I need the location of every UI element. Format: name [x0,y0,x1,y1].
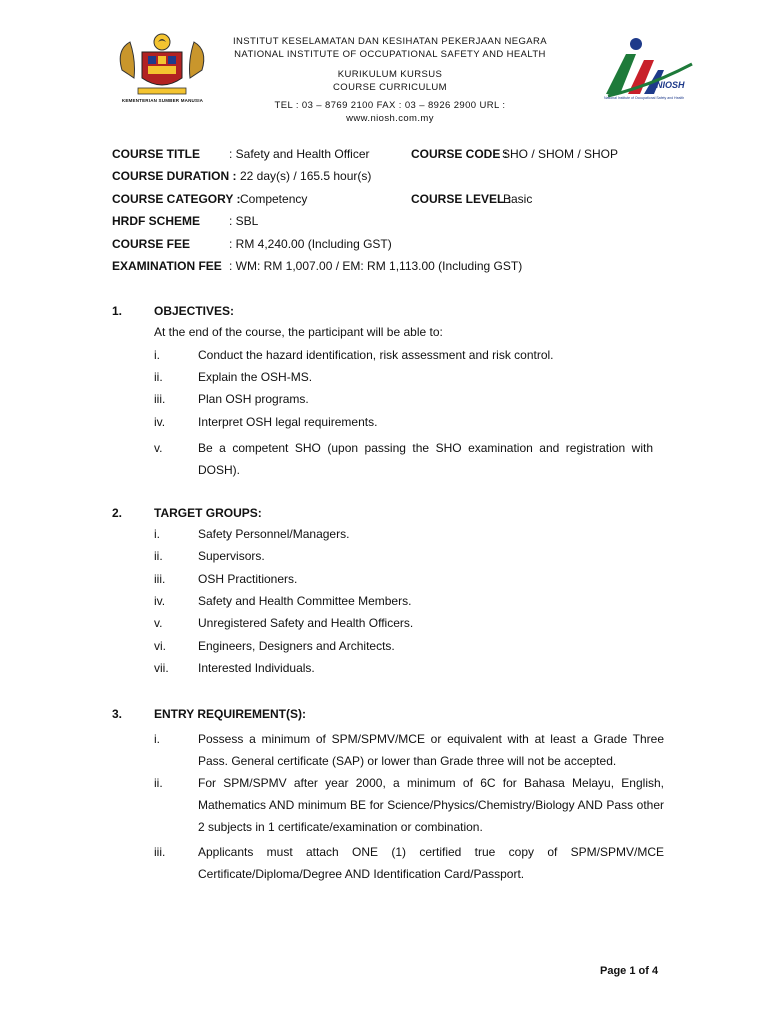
list-item: Interested Individuals. [198,661,315,675]
header-curriculum: COURSE CURRICULUM [333,82,447,93]
list-item-numeral: iii. [154,572,166,586]
list-item-numeral: ii. [154,776,163,790]
list-item: Supervisors. [198,549,265,563]
exam-fee-label: EXAMINATION FEE [112,259,222,273]
list-item: Conduct the hazard identification, risk assessment and risk control. [198,348,554,362]
exam-fee-value: : WM: RM 1,007.00 / EM: RM 1,113.00 (Including GST) [229,259,523,273]
course-title-value: : Safety and Health Officer [229,147,370,161]
section-title-target-groups: TARGET GROUPS: [154,506,262,520]
section-number: 1. [112,304,123,318]
list-item-numeral: vii. [154,661,169,675]
list-item: Safety Personnel/Managers. [198,527,350,541]
list-item-numeral: iii. [154,845,166,859]
niosh-logo-text: NIOSH [656,80,685,90]
header-contact: TEL : 03 – 8769 2100 FAX : 03 – 8926 2900 URL : [274,100,506,111]
list-item: Explain the OSH-MS. [198,370,313,384]
crest-caption: KEMENTERIAN SUMBER MANUSIA [121,98,204,103]
list-item: Possess a minimum of SPM/SPMV/MCE or equivalent with at least a Grade Three Pass. General certificate (SAP) or lower than Grade three will not be accepted. [198,732,664,768]
objectives-intro: At the end of the course, the participant will be able to: [154,325,443,339]
header-institute-malay: INSTITUT KESELAMATAN DAN KESIHATAN PEKERJAAN NEGARA [232,36,548,47]
list-item-numeral: i. [154,732,160,746]
list-item-numeral: v. [154,441,163,455]
list-item-numeral: ii. [154,370,163,384]
niosh-logo [600,34,700,106]
page-number: Page 1 of 4 [600,965,659,977]
list-item: OSH Practitioners. [198,572,298,586]
course-duration-label: COURSE DURATION : [112,169,237,183]
list-item-numeral: v. [154,616,163,630]
header-institute-english: NATIONAL INSTITUTE OF OCCUPATIONAL SAFETY AND HEALTH [234,49,546,60]
section-title-entry-requirements: ENTRY REQUIREMENT(S): [154,707,307,721]
list-item: Plan OSH programs. [198,392,309,406]
course-duration-value: 22 day(s) / 165.5 hour(s) [240,169,372,183]
list-item-numeral: iv. [154,415,166,429]
course-fee-value: : RM 4,240.00 (Including GST) [229,237,392,251]
course-fee-label: COURSE FEE [112,237,191,251]
list-item: Applicants must attach ONE (1) certified true copy of SPM/SPMV/MCE Certificate/Diploma/Degree AND Identification Card/Passport. [198,845,664,881]
niosh-logo-subtext: National Institute of Occupational Safety and Health [604,96,685,100]
section-number: 2. [112,506,123,520]
course-title-label: COURSE TITLE [112,147,201,161]
course-level-value: Basic [503,192,533,206]
course-code-value: SHO / SHOM / SHOP [502,147,619,161]
list-item: For SPM/SPMV after year 2000, a minimum of 6C for Bahasa Melayu, English, Mathematics AND minimum BE for Science/Physics/Chemistry/Biology AND Pass other 2 subjects in 1 certificate/examination or combination. [198,776,664,834]
course-category-value: Competency [240,192,308,206]
list-item: Safety and Health Committee Members. [198,594,412,608]
list-item-numeral: iv. [154,594,166,608]
list-item: Be a competent SHO (upon passing the SHO examination and registration with DOSH). [198,441,653,477]
list-item: Interpret OSH legal requirements. [198,415,378,429]
list-item-numeral: iii. [154,392,166,406]
list-item-numeral: i. [154,348,160,362]
hrdf-scheme-value: : SBL [229,214,259,228]
list-item-numeral: i. [154,527,160,541]
course-category-label: COURSE CATEGORY : [112,192,241,206]
section-title-objectives: OBJECTIVES: [154,304,235,318]
section-number: 3. [112,707,123,721]
list-item-numeral: ii. [154,549,163,563]
header-kurikulum: KURIKULUM KURSUS [337,69,443,80]
hrdf-scheme-label: HRDF SCHEME [112,214,201,228]
course-code-label: COURSE CODE : [411,147,508,161]
course-level-label: COURSE LEVEL : [411,192,512,206]
header-url[interactable]: www.niosh.com.my [346,113,434,124]
list-item: Unregistered Safety and Health Officers. [198,616,414,630]
list-item-numeral: vi. [154,639,166,653]
list-item: Engineers, Designers and Architects. [198,639,395,653]
